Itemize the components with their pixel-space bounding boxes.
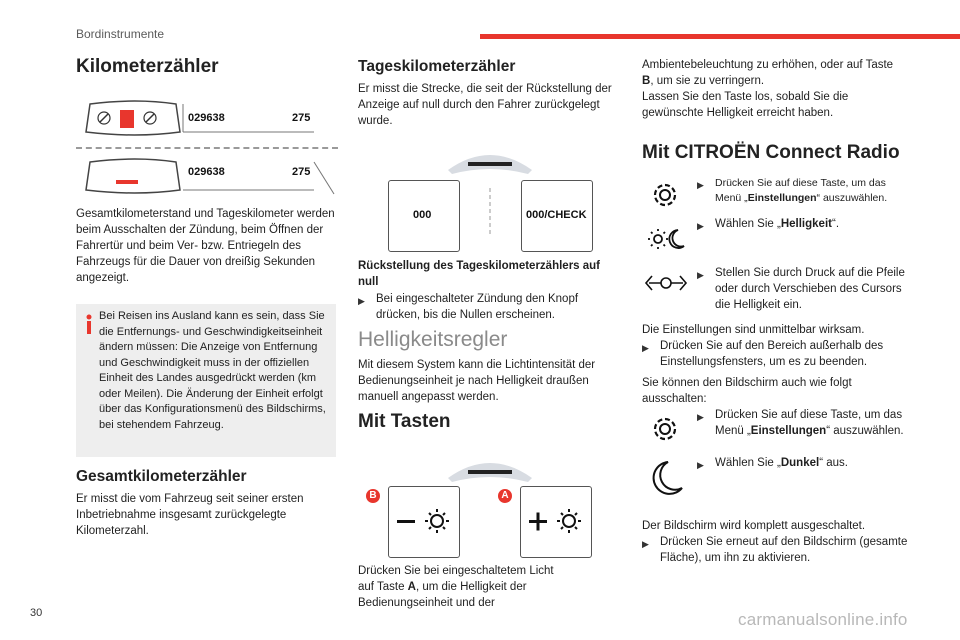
off2-post: “ aus. (819, 457, 848, 469)
reset-heading: Rückstellung des Tageskilometerzählers auf null (358, 260, 601, 288)
paragraph-display-timing: Gesamtkilometerstand und Tageskilometer werden beim Ausschalten der Zündung, beim Öffnen der Fahrertür und beim Ver- bzw. Entriegeln des Fahrzeugs für die Dauer von dreißig Sekunden angezeigt. (76, 208, 335, 284)
bullet-marker: ▶ (697, 270, 704, 280)
settings-gear-icon-2 (648, 412, 682, 446)
step1-bold: Einstellungen (747, 192, 817, 204)
brightness-paragraph: Mit diesem System kann die Lichtintensität der Bedienungseinheit je nach Helligkeit draußen manuell angepasst werden. (358, 359, 596, 403)
mit-tasten-title: Mit Tasten (358, 411, 451, 432)
step2 (697, 216, 909, 234)
trip-km-value-2: 275 (292, 166, 311, 178)
off-intro: Sie können den Bildschirm auch wie folgt ausschalten: (642, 377, 852, 405)
step2-text (715, 216, 839, 234)
off2-bold: Dunkel (780, 457, 820, 469)
final-bullet (642, 534, 912, 566)
keys-para-post: , um die Helligkeit der Bedienungseinheit und der (358, 581, 527, 609)
keys-para-pre: Drücken Sie bei eingeschaltetem Licht auf Taste (358, 565, 554, 593)
keys-para-key: A (407, 581, 416, 593)
immediate-bullet (642, 338, 912, 370)
off1-pre: Drücken Sie auf diese Taste, um das Menü „ (715, 409, 903, 437)
label-b: B (366, 489, 380, 503)
trip-reset-illustration (388, 140, 592, 252)
immediate-bullet-text: Drücken Sie auf den Bereich außerhalb des Einstellungsfensters, um es zu beenden. (660, 340, 884, 368)
step1 (697, 176, 909, 206)
bullet-marker: ▶ (697, 180, 704, 190)
bullet-marker: ▶ (697, 412, 704, 422)
step2-pre: Wählen Sie „ (715, 218, 781, 230)
step3 (697, 265, 909, 313)
moon-icon (648, 458, 684, 498)
total-km-value: 029638 (188, 112, 225, 124)
steering-column-icon-2 (366, 448, 592, 488)
final-bullet-text: Drücken Sie erneut auf den Bildschirm (gesamte Fläche), um ihn zu aktivieren. (660, 536, 908, 564)
section-header: Bordinstrumente (76, 27, 165, 41)
paragraph-trip-km: Er misst die Strecke, die seit der Rückstellung der Anzeige auf null durch den Fahrer zurückgelegt wurde. (358, 83, 612, 127)
off-step1 (697, 407, 909, 439)
reset-bullet (358, 291, 620, 323)
info-box (76, 304, 336, 457)
trip-screen-left-value: 000 (413, 209, 432, 221)
off1-post: “ auszuwählen. (826, 425, 904, 437)
final-text: Der Bildschirm wird komplett ausgeschaltet. (642, 520, 866, 532)
cont-pre: Ambientebeleuchtung zu erhöhen, oder auf Taste (642, 59, 894, 71)
bullet-marker: ▶ (697, 460, 704, 470)
cont-post: , um sie zu verringern. (650, 75, 765, 87)
sun-moon-icon (646, 226, 686, 252)
step1-post: “ auszuwählen. (816, 192, 888, 204)
cont-line2: Lassen Sie den Taste los, sobald Sie die gewünschte Helligkeit erreicht haben. (642, 91, 849, 119)
paragraph-total-km: Er misst die vom Fahrzeug seit seiner ersten Inbetriebnahme insgesamt zurückgelegte Kilometerzahl. (76, 493, 304, 537)
step3-text: Stellen Sie durch Druck auf die Pfeile oder durch Verschieben des Cursors die Helligkeit ein. (715, 267, 905, 311)
off1-bold: Einstellungen (750, 425, 827, 437)
key-a-increase[interactable] (520, 486, 592, 558)
minus-sun-icon (389, 487, 459, 557)
odometer-display-illustration-2 (76, 156, 338, 198)
trip-screen-left (388, 180, 460, 252)
kilometerzaehler-title: Kilometerzähler (76, 56, 219, 77)
bullet-marker: ▶ (642, 539, 649, 549)
info-icon (82, 314, 96, 334)
plus-sun-icon (521, 487, 591, 557)
off-step2-text (715, 455, 848, 473)
total-km-value-2: 029638 (188, 166, 225, 178)
immediate-text: Die Einstellungen sind unmittelbar wirksam. (642, 324, 865, 336)
dashed-divider (76, 147, 338, 151)
watermark: carmanualsonline.info (738, 610, 908, 629)
trip-screen-right-value: 000/CHECK (526, 209, 587, 221)
bullet-marker: ▶ (358, 296, 365, 306)
gesamtkilometerzaehler-heading: Gesamtkilometerzähler (76, 468, 247, 485)
bullet-marker: ▶ (642, 343, 649, 353)
brightness-keys-illustration (366, 448, 592, 558)
step2-post: “. (831, 218, 840, 230)
trip-screen-right (521, 180, 593, 252)
helligkeitsregler-title: Helligkeitsregler (358, 328, 508, 351)
off-step2 (697, 455, 909, 473)
key-b-decrease[interactable] (388, 486, 460, 558)
slider-arrows-icon (644, 272, 688, 294)
settings-gear-icon (648, 178, 682, 212)
page-number: 30 (30, 607, 43, 619)
continued-paragraph (642, 57, 904, 121)
connect-radio-title: Mit CITROËN Connect Radio (642, 142, 900, 163)
keys-paragraph (358, 563, 558, 611)
step1-text (715, 176, 909, 206)
label-a: A (498, 489, 512, 503)
trip-km-value: 275 (292, 112, 311, 124)
step1-pre: Drücken Sie auf diese Taste, um das Menü „ (715, 177, 886, 204)
tageskilometerzaehler-heading: Tageskilometerzähler (358, 58, 516, 75)
odometer-display-illustration (76, 98, 338, 143)
step2-bold: Helligkeit (780, 218, 832, 230)
reset-bullet-text: Bei eingeschalteter Zündung den Knopf drücken, bis die Nullen erscheinen. (376, 293, 579, 321)
cont-key: B (642, 75, 651, 87)
off2-pre: Wählen Sie „ (715, 457, 781, 469)
header-accent-bar (480, 34, 960, 39)
off-step1-text (715, 407, 909, 439)
bullet-marker: ▶ (697, 221, 704, 231)
info-text: Bei Reisen ins Ausland kann es sein, dass Sie die Entfernungs- und Geschwindigkeitseinheit ändern müssen: Die Anzeige von Entfernung und Geschwindigkeit muss in der offiziellen Einheit des Landes ausgedrückt werden (km oder Meilen). Die Änderung der Einheit erfolgt über das Konfigurationsmenü des Bildschirms, bei stehendem Fahrzeug. (99, 310, 326, 431)
